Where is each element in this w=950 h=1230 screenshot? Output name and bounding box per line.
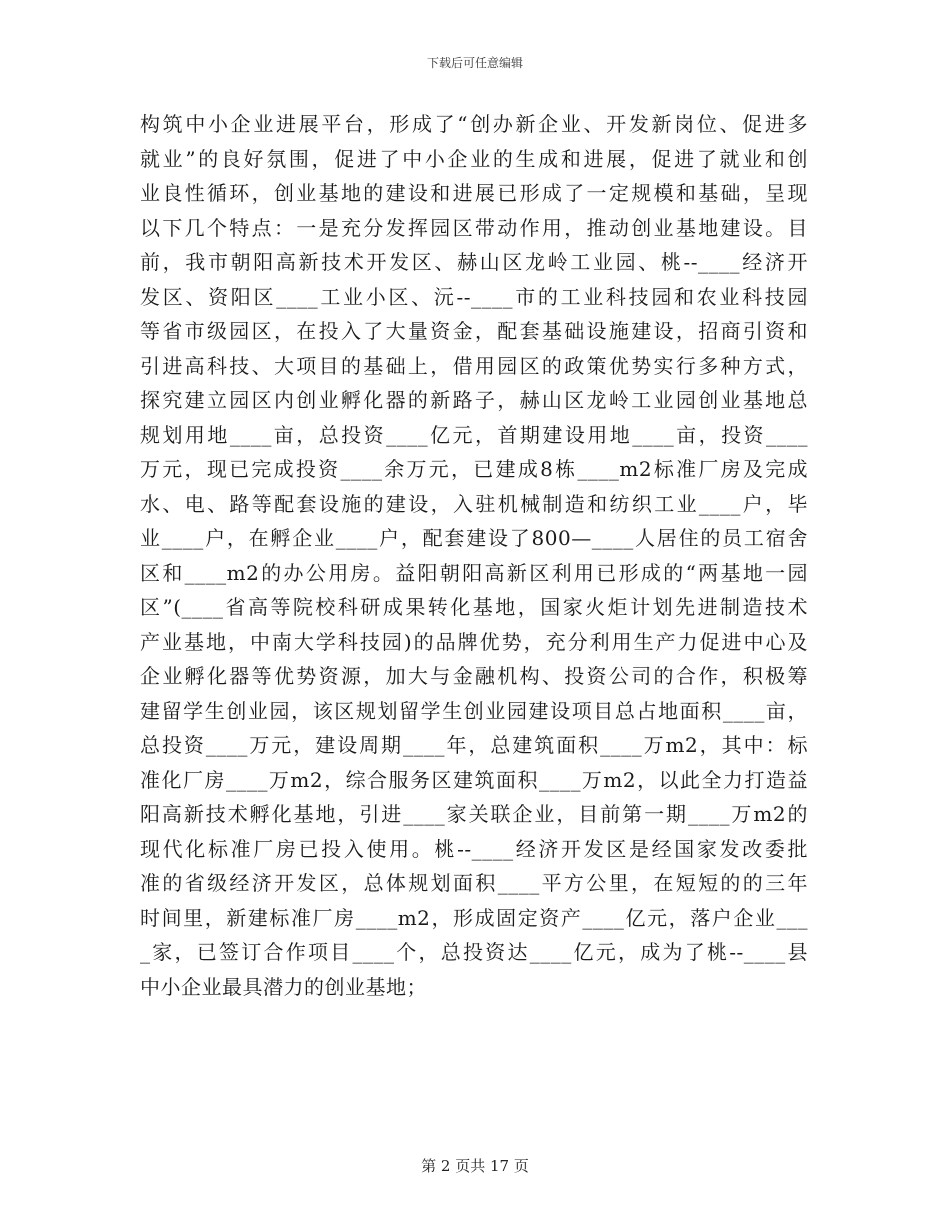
paragraph-line: 探究建立园区内创业孵化器的新路子，赫山区龙岭工业园创业基地总 <box>140 388 808 412</box>
paragraph-line: 现代化标准厂房已投入使用。桃--____经济开发区是经国家发改委批 <box>140 836 808 861</box>
paragraph-line: 企业孵化器等优势资源，加大与金融机构、投资公司的合作，积极筹 <box>140 664 808 688</box>
document-body <box>140 107 808 1004</box>
paragraph-line: 中小企业最具潜力的创业基地； <box>140 974 427 999</box>
paragraph-line: 等省市级园区，在投入了大量资金，配套基础设施建设，招商引资和 <box>140 319 808 343</box>
paragraph-line: 准的省级经济开发区，总体规划面积____平方公里，在短短的的三年 <box>140 871 808 895</box>
paragraph-line: 建留学生创业园，该区规划留学生创业园建设项目总占地面积____亩， <box>140 698 808 723</box>
paragraph-line: 引进高科技、大项目的基础上，借用园区的政策优势实行多种方式， <box>140 353 808 378</box>
paragraph-line: 前，我市朝阳高新技术开发区、赫山区龙岭工业园、桃--____经济开 <box>140 250 808 274</box>
paragraph-line: 构筑中小企业进展平台，形成了“创办新企业、开发新岗位、促进多 <box>140 112 808 136</box>
paragraph-line: 万元，现已完成投资____余万元，已建成8栋____m2标准厂房及完成 <box>140 457 808 481</box>
paragraph-line: 业良性循环，创业基地的建设和进展已形成了一定规模和基础，呈现 <box>140 181 808 205</box>
page-header: 下载后可任意编辑 <box>426 56 523 70</box>
paragraph-line: 规划用地____亩，总投资____亿元，首期建设用地____亩，投资____ <box>140 422 808 447</box>
paragraph-line: 区”(____省高等院校科研成果转化基地，国家火炬计划先进制造技术 <box>140 595 808 619</box>
page-number: 第 2 页共 17 页 <box>421 1157 529 1175</box>
paragraph-line: _家，已签订合作项目____个，总投资达____亿元，成为了桃--____县 <box>140 940 808 964</box>
paragraph-line: 区和____m2的办公用房。益阳朝阳高新区利用已形成的“两基地一园 <box>140 560 808 585</box>
paragraph-line: 阳高新技术孵化基地，引进____家关联企业，目前第一期____万m2的 <box>140 802 808 826</box>
paragraph-line: 发区、资阳区____工业小区、沅--____市的工业科技园和农业科技园 <box>140 284 808 309</box>
paragraph-line: 时间里，新建标准厂房____m2，形成固定资产____亿元，落户企业___ <box>140 905 808 930</box>
paragraph-line: 以下几个特点：一是充分发挥园区带动作用，推动创业基地建设。目 <box>140 215 808 240</box>
paragraph-line: 水、电、路等配套设施的建设，入驻机械制造和纺织工业____户，毕 <box>140 491 808 516</box>
paragraph-line: 就业”的良好氛围，促进了中小企业的生成和进展，促进了就业和创 <box>140 146 808 171</box>
paragraph-line: 业____户，在孵企业____户，配套建设了800—____人居住的员工宿舍 <box>140 526 808 550</box>
paragraph-line: 准化厂房____万m2，综合服务区建筑面积____万m2，以此全力打造益 <box>140 767 808 792</box>
paragraph-line: 总投资____万元，建设周期____年，总建筑面积____万m2，其中：标 <box>140 733 808 757</box>
paragraph-line: 产业基地，中南大学科技园)的品牌优势，充分利用生产力促进中心及 <box>140 629 808 654</box>
